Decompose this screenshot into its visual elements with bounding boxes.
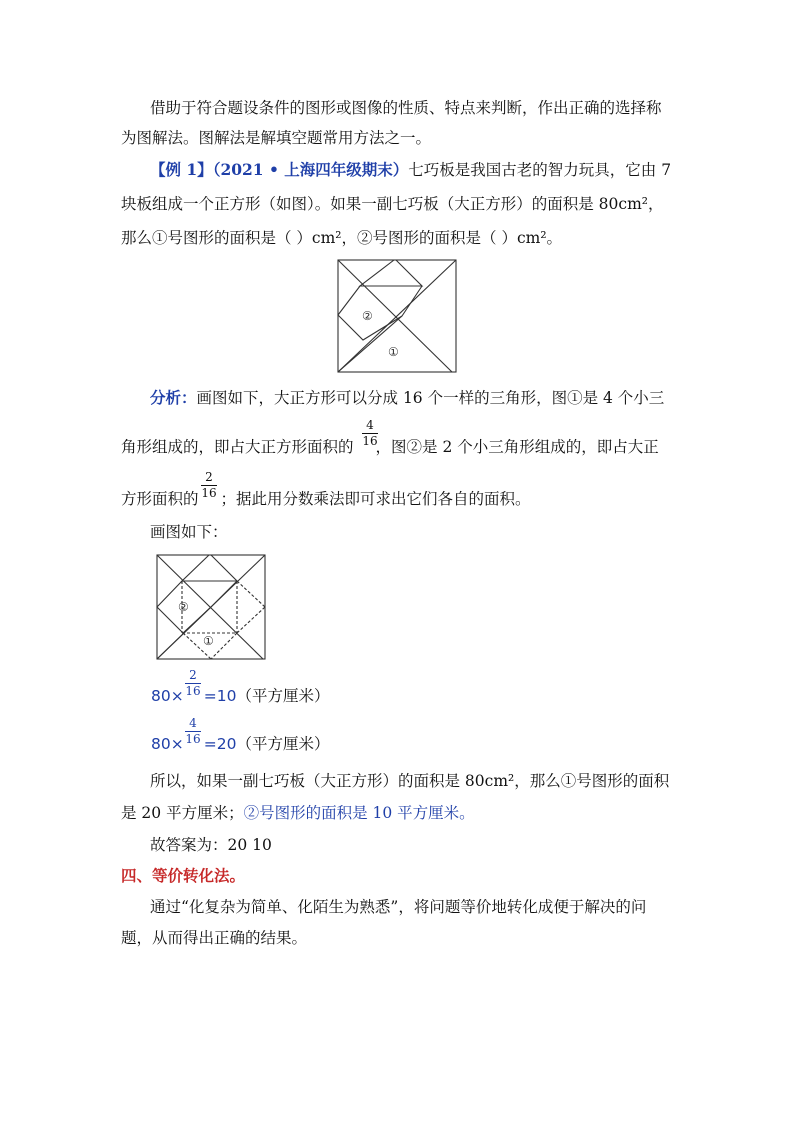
fig1-label-2: ② [362,309,373,323]
conclusion-line-1: 所以，如果一副七巧板（大正方形）的面积是 80cm²，那么①号图形的面积 [150,772,670,790]
calc-line-2 [151,734,329,754]
draw-label: 画图如下： [150,523,228,541]
analysis-line-3 [121,486,531,509]
frac-den: 16 [201,486,217,500]
fig2-label-2: ② [178,600,189,614]
tangram-grid-figure [155,553,269,663]
conclusion-text-2a: 是 20 平方厘米； [121,804,244,822]
intro-line-2: 为图解法。图解法是解填空题常用方法之一。 [121,129,432,147]
section4-heading: 四、等价转化法。 [121,866,246,885]
calc2-fraction [185,717,201,746]
analysis-label: 分析： [150,388,197,407]
calc-line-1 [151,686,329,706]
section4-line-1: 通过“化复杂为简单、化陌生为熟悉”，将问题等价地转化成便于解决的问 [150,898,647,916]
calc2-pre: 80× [151,735,184,753]
example-label: 【例 1】 [150,160,213,179]
conclusion-text-2b: ②号图形的面积是 10 平方厘米。 [243,804,475,822]
answer-line: 故答案为：20 10 [150,836,272,854]
analysis-text-3a: 方形面积的 [121,490,199,508]
example-text: 七巧板是我国古老的智力玩具，它由 7 [408,161,672,179]
analysis-text-2a: 角形组成的，即占大正方形面积的 [121,438,354,456]
conclusion-line-2 [121,803,475,823]
example-line-3: 那么①号图形的面积是（ ）cm²，②号图形的面积是（ ）cm²。 [121,229,563,247]
frac-num: 2 [189,668,197,682]
analysis-text-2b: ，图②是 2 个小三角形组成的，即占大正 [375,438,659,456]
fraction-4-16 [362,419,378,448]
analysis-line-1 [150,388,664,408]
frac-den: 16 [362,434,378,448]
tangram-figure [336,258,460,376]
frac-num: 4 [189,716,197,730]
frac-num: 4 [366,418,374,432]
calc2-post: =20 [203,735,237,753]
fig1-label-1: ① [388,345,399,359]
frac-den: 16 [185,684,201,698]
fraction-2-16 [201,471,217,500]
calc2-unit: （平方厘米） [236,735,330,753]
intro-line-1: 借助于符合题设条件的图形或图像的性质、特点来判断，作出正确的选择称 [150,99,662,117]
frac-num: 2 [205,470,213,484]
example-line-1 [150,160,671,180]
calc1-fraction [185,669,201,698]
example-source: （2021 • 上海四年级期末） [212,160,409,179]
analysis-line-2 [121,434,659,457]
fig2-label-1: ① [203,634,214,648]
calc1-post: =10 [203,687,237,705]
calc1-unit: （平方厘米） [236,687,330,705]
analysis-text-3b: ；据此用分数乘法即可求出它们各自的面积。 [220,490,531,508]
frac-den: 16 [185,732,201,746]
example-line-2: 块板组成一个正方形（如图）。如果一副七巧板（大正方形）的面积是 80cm²， [121,195,664,213]
calc1-pre: 80× [151,687,184,705]
analysis-text-1: 画图如下，大正方形可以分成 16 个一样的三角形，图①是 4 个小三 [196,389,665,407]
section4-line-2: 题，从而得出正确的结果。 [121,929,308,947]
